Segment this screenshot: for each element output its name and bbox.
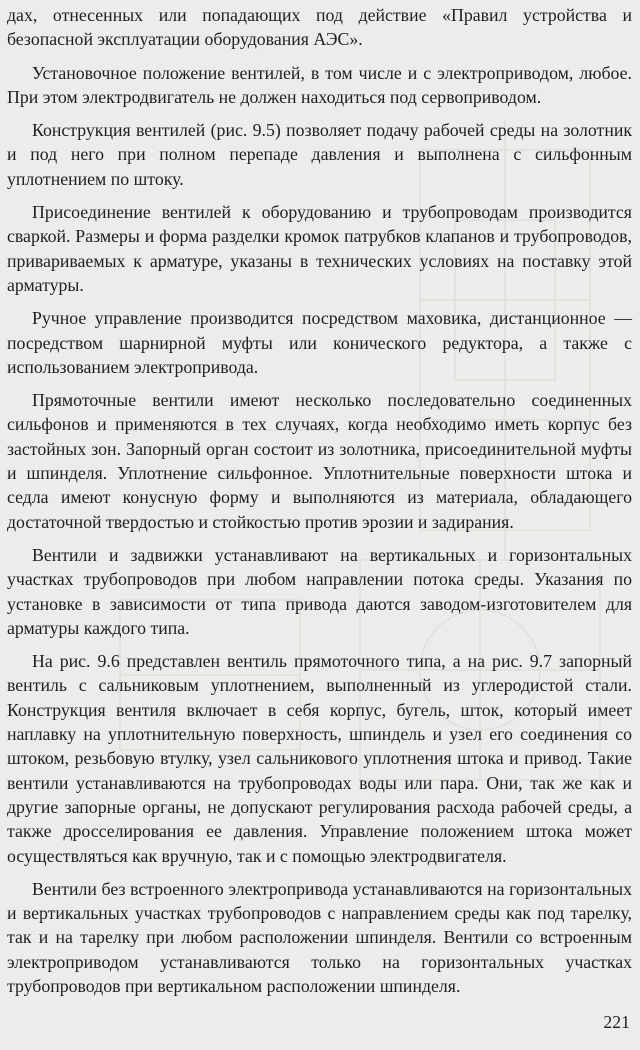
paragraph-3: Конструкция вентилей (рис. 9.5) позволяет подачу рабочей среды на золотник и под него при полном перепаде давления и выполнена с сильфонным уплотнением по штоку. xyxy=(7,120,632,189)
body-text xyxy=(7,3,632,1007)
paragraph-7: Вентили и задвижки устанавливают на вертикальных и горизонтальных участках трубопроводов при любом направлении потока среды. Указания по установке в зависимости от типа привода даются заводом-изготовителем для арматуры каждого типа. xyxy=(7,544,632,638)
paragraph-4: Присоединение вентилей к оборудованию и трубопроводам производится сваркой. Размеры и форма разделки кромок патрубков клапанов и трубопроводов, привариваемых к арматуре, указаны в технических условиях на поставку этой арматуры. xyxy=(7,202,632,295)
paragraph-2: Установочное положение вентилей, в том числе и с электроприводом, любое. При этом электродвигатель не должен находиться под сервоприводом. xyxy=(7,62,632,107)
paragraph-6: Прямоточные вентили имеют несколько последовательно соединенных сильфонов и применяются в тех случаях, когда необходимо иметь корпус без застойных зон. Запорный орган состоит из золотника, присоединительной муфты и шпинделя. Уплотнение сильфонное. Уплотнительные поверхности штока и седла имеют конусную форму и выполняются из материала, обладающего достаточной твердостью и стойкостью против эрозии и задирания. xyxy=(7,390,632,532)
paragraph-5: Ручное управление производится посредством маховика, дистанционное — посредством шарнирной муфты или конического редуктора, а также с использованием электропривода. xyxy=(7,308,632,377)
paragraph-9: Вентили без встроенного электропривода устанавливаются на горизонтальных и вертикальных участках трубопроводов с направлением среды как под тарелку, так и на тарелку при любом расположении шпинделя. Вентили со встроенным электроприводом устанавливаются только на горизонтальных участках трубопроводов при вертикальном расположении шпинделя. xyxy=(7,878,632,996)
paragraph-8: На рис. 9.6 представлен вентиль прямоточного типа, а на рис. 9.7 запорный вентиль с сальниковым уплотнением, выполненный из углеродистой стали. Конструкция вентиля включает в себя корпус, бугель, шток, который имеет наплавку на уплотнительную поверхность, шпиндель и узел его соединения со штоком, резьбовую втулку, узел сальникового уплотнения штока и привод. Такие вентили устанавливаются на трубопроводах воды или пара. Они, так же как и другие запорные органы, не допускают регулирования расхода рабочей среды, а также дросселирования ее давления. Управление положением штока может осуществляться как вручную, так и с помощью электродвигателя. xyxy=(7,651,632,866)
paragraph-1: дах, отнесенных или попадающих под действие «Правил устройства и безопасной эксплуатации оборудования АЭС». xyxy=(7,5,632,50)
page-number: 221 xyxy=(603,1012,630,1032)
